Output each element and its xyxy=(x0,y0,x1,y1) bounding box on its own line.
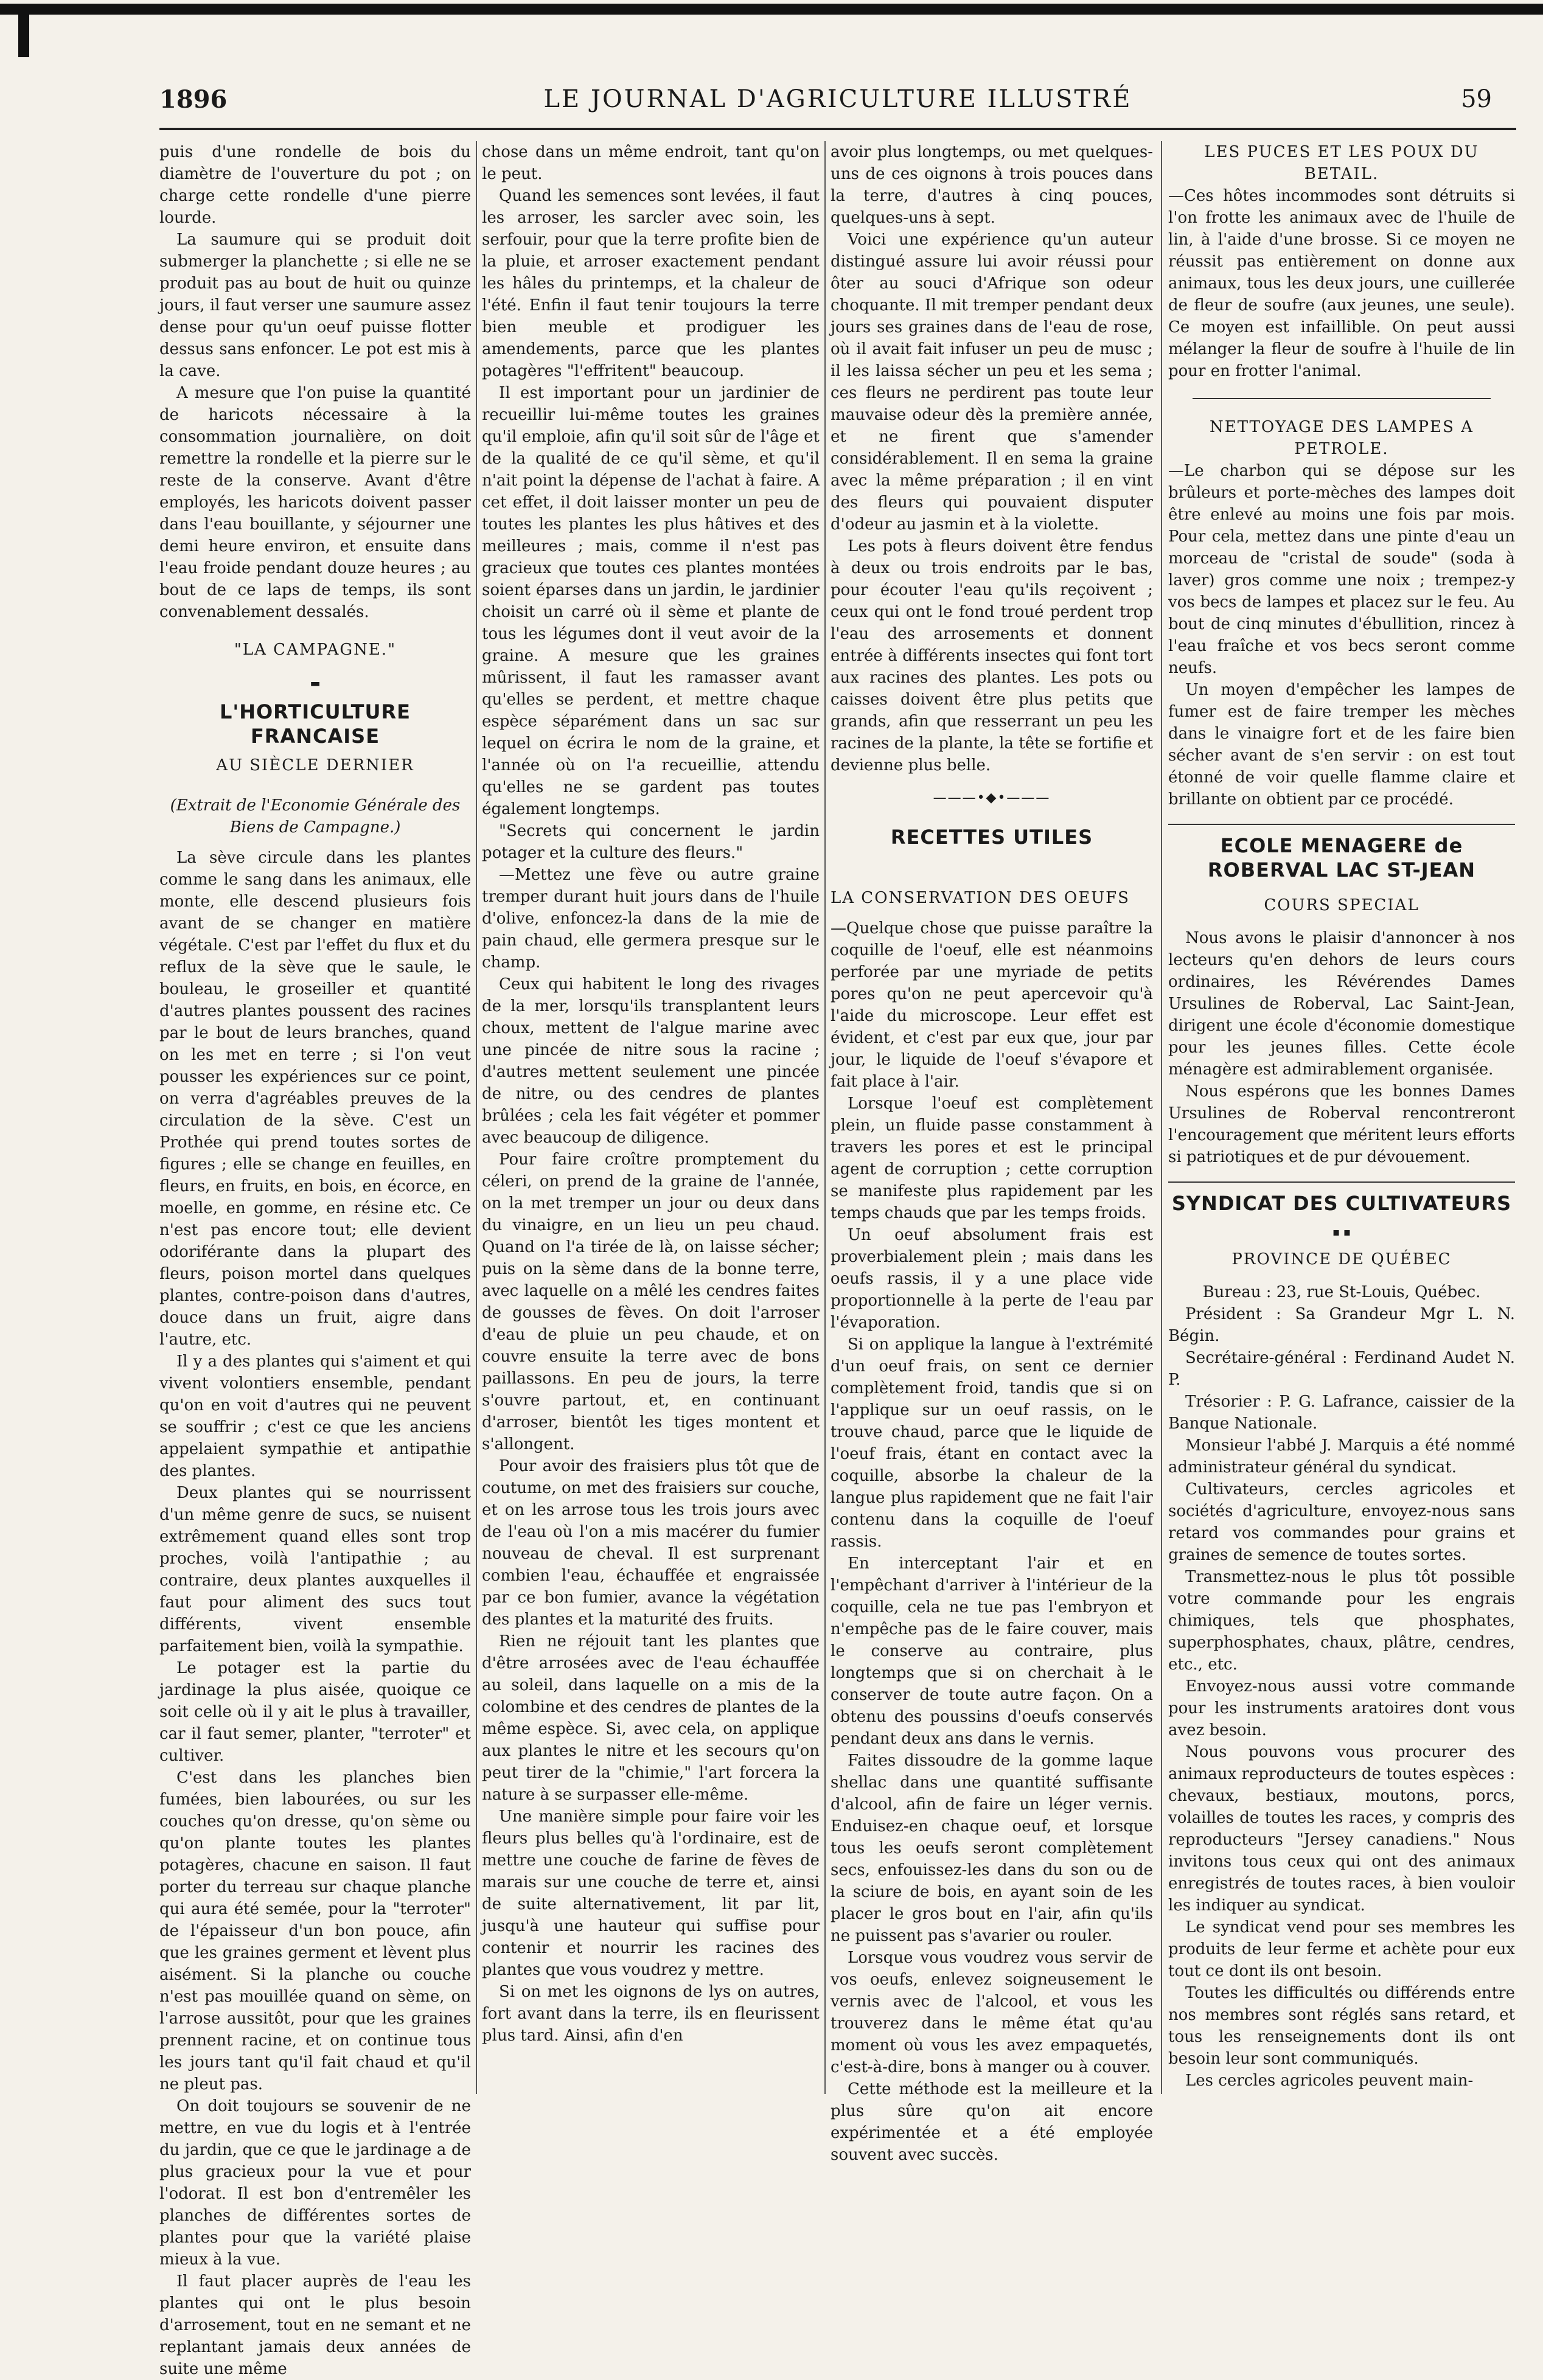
paragraph: Cette méthode est la meilleure et la plus sûre qu'on ait encore expérimentée et a été employée souvent avec succès. xyxy=(831,2080,1153,2164)
paragraph: Le potager est la partie du jardinage la plus aisée, quoique ce soit celle où il y ait le plus à travailler, car il faut semer, planter, "terroter" et cultiver. xyxy=(159,1659,471,1765)
article-headline: SYNDICAT DES CULTIVATEURS xyxy=(1171,1192,1512,1215)
paragraph: Un moyen d'empêcher les lampes de fumer est de faire tremper les mèches dans le vinaigre fort et de les faire bien sécher avant de s'en servir : on est tout étonné de voir quelle flamme claire et brillante on obtient par ce procédé. xyxy=(1168,681,1515,809)
paragraph: —Quelque chose que puisse paraître la coquille de l'oeuf, elle est néanmoins perforée par une myriade de petits pores qu'on ne peut apercevoir qu'à l'aide du microscope. Leur effet est évident, et c'est par eux que, jour par jour, le liquide de l'oeuf s'évapore et fait place à l'air. xyxy=(831,919,1153,1091)
paragraph: Si on applique la langue à l'extrémité d'un oeuf frais, on sent ce dernier complètement froid, tandis que si on l'applique sur un oeuf rassis, on le trouve chaud, parce que le liquide de l'oeuf frais, étant en contact avec la coquille, absorbe la chaleur de la langue plus rapidement que ne fait l'air contenu dans la coquille de l'oeuf rassis. xyxy=(831,1335,1153,1551)
article-signature: "LA CAMPAGNE." xyxy=(234,641,397,659)
issue-year: 1896 xyxy=(159,85,228,114)
paragraph: Nous avons le plaisir d'annoncer à nos lecteurs qu'en dehors de leurs cours ordinaires, les Révérendes Dames Ursulines de Roberval, Lac Saint-Jean, dirigent une école d'économie domestique pour les jeunes filles. Cette école ménagère est admirablement organisée. xyxy=(1168,929,1515,1079)
paragraph: Nous espérons que les bonnes Dames Ursulines de Roberval rencontreront l'encouragement que méritent leurs efforts si patriotiques et de pur dévouement. xyxy=(1168,1082,1515,1166)
paragraph: La sève circule dans les plantes comme le sang dans les animaux, elle monte, elle descend plusieurs fois avant de se changer en matière végétale. C'est par l'effet du flux et du reflux de la sève que le saule, le bouleau, le groseiller et quantité d'autres plantes poussent des racines par le bout de leurs branches, quand on les met en terre ; si l'on veut pousser les expériences sur ce point, on verra d'agréables preuves de la circulation de la sève. C'est un Prothée qui prend toutes sortes de figures ; elle se change en feuilles, en fleurs, en fruits, en bois, en écorce, en moelle, en gomme, en résine etc. Ce n'est pas encore tout; elle devient odoriférante dans la plupart des fleurs, poison mortel dans quelques plantes, contre-poison dans d'autres, douce dans un fruit, aigre dans l'autre, etc. xyxy=(159,849,471,1349)
article-source: (Extrait de l'Economie Générale des Biens de Campagne.) xyxy=(170,796,461,837)
divider-rule xyxy=(1168,1181,1515,1183)
paragraph: Transmettez-nous le plus tôt possible votre commande pour les engrais chimiques, tels que phosphates, superphosphates, chaux, plâtre, cendres, etc., etc. xyxy=(1168,1568,1515,1674)
ornament-dash: ▬ xyxy=(310,677,321,690)
page-number: 59 xyxy=(1461,85,1492,113)
paragraph: Si on met les oignons de lys on autres, fort avant dans la terre, ils en fleurissent plus tard. Ainsi, afin d'en xyxy=(482,1983,820,2045)
paragraph: Quand les semences sont levées, il faut les arroser, les sarcler avec soin, les serfouir, pour que la terre profite bien de la pluie, et arroser exactement pendant les hâles du printemps, et la chaleur de l'été. Enfin il faut tenir toujours la terre bien meuble et prodiguer les amendements, parce que les plantes potagères "l'effritent" beaucoup. xyxy=(482,187,820,380)
ornament-divider: ———•◆•——— xyxy=(933,790,1051,806)
paragraph: Voici une expérience qu'un auteur distingué assure lui avoir réussi pour ôter au souci d'Afrique son odeur choquante. Il mit tremper pendant deux jours ses graines dans de l'eau de rose, où il avait fait infuser un peu de musc ; il les laissa sécher un peu et les sema ; ces fleurs ne perdirent pas toute leur mauvaise odeur dès la première année, et ne firent que s'amender considérablement. Il en sema la graine avec la même préparation ; il en vint des fleurs qui pouvaient disputer d'odeur au jasmin et à la violette. xyxy=(831,231,1153,534)
paragraph: Les cercles agricoles peuvent main- xyxy=(1185,2072,1474,2090)
ornament-dash: ▪ ▪ xyxy=(1332,1226,1351,1239)
column-4 xyxy=(1168,141,1515,2094)
top-border-rule xyxy=(0,4,1543,15)
recipe-title: LA CONSERVATION DES OEUFS xyxy=(831,889,1130,907)
paragraph: Deux plantes qui se nourrissent d'un même genre de sucs, se nuisent extrêmement quand elles sont trop proches, voilà l'antipathie ; au contraire, deux plantes auxquelles il faut pour aliment des sucs tout différents, vivent ensemble parfaitement bien, voilà la sympathie. xyxy=(159,1484,471,1655)
paragraph: La saumure qui se produit doit submerger la planchette ; si elle ne se produit pas au bout de huit ou quinze jours, il faut verser une saumure assez dense pour qu'un oeuf puisse flotter dessus sans enfoncer. Le pot est mis à la cave. xyxy=(159,231,471,380)
divider-rule xyxy=(1193,398,1491,399)
article-subheadline: PROVINCE DE QUÉBEC xyxy=(1231,1250,1452,1268)
paragraph: En interceptant l'air et en l'empêchant d'arriver à l'intérieur de la coquille, cela ne tue pas l'embryon et n'empêche pas de le faire couver, mais le conserve au contraire, plus longtemps que si on cherchait à le conserver de toute autre façon. On a obtenu des poussins d'oeufs conservés pendant deux ans dans le vernis. xyxy=(831,1554,1153,1748)
journal-title: LE JOURNAL D'AGRICULTURE ILLUSTRÉ xyxy=(543,85,1132,113)
paragraph: On doit toujours se souvenir de ne mettre, en vue du logis et à l'entrée du jardin, que ce que le jardinage a de plus gracieux pour la vue et pour l'odorat. Il est bon d'entremêler les planches de différentes sortes de plantes pour que la variété plaise mieux à la vue. xyxy=(159,2097,471,2269)
paragraph: "Secrets qui concernent le jardin potager et la culture des fleurs." xyxy=(482,822,820,862)
column-divider xyxy=(824,141,826,2094)
paragraph: Il faut placer auprès de l'eau les plantes qui ont le plus besoin d'arrosement, tout en ne semant et ne replantant jamais deux années de suite une même xyxy=(159,2272,471,2378)
paragraph: Monsieur l'abbé J. Marquis a été nommé administrateur général du syndicat. xyxy=(1168,1436,1515,1477)
divider-rule xyxy=(1168,824,1515,825)
recipe-title: NETTOYAGE DES LAMPES A PETROLE. xyxy=(1209,418,1474,458)
recipe-title: LES PUCES ET LES POUX DU BETAIL. xyxy=(1204,143,1479,183)
paragraph: Il y a des plantes qui s'aiment et qui vivent volontiers ensemble, pendant qu'on en voit d'autres qui ne peuvent se souffrir ; c'est ce que les anciens appelaient sympathie et antipathie des plantes. xyxy=(159,1352,471,1480)
paragraph: Pour faire croître promptement du céleri, on prend de la graine de l'année, on la met tremper un jour ou deux dans du vinaigre, en un lieu un peu chaud. Quand on l'a tirée de là, on laisse sécher; puis on la sème dans de la bonne terre, avec laquelle on a mêlé les cendres faites de gousses de fèves. On doit l'arroser d'eau de pluie un peu chaude, et on couvre ensuite la terre avec de bons paillassons. En peu de jours, la terre s'ouvre partout, et, en continuant d'arroser, bientôt les tiges montent et s'allongent. xyxy=(482,1150,820,1453)
paragraph: Une manière simple pour faire voir les fleurs plus belles qu'à l'ordinaire, est de mettre une couche de farine de fèves de marais sur une couche de terre et, ainsi de suite alternativement, lit par lit, jusqu'à une hauteur qui suffise pour contenir et nourrir les racines des plantes que vous voudrez y mettre. xyxy=(482,1808,820,1979)
section-headline: RECETTES UTILES xyxy=(890,826,1093,849)
column-3 xyxy=(831,141,1153,2164)
paragraph: Secrétaire-général : Ferdinand Audet N. P. xyxy=(1168,1349,1515,1389)
paragraph: Cultivateurs, cercles agricoles et sociétés d'agriculture, envoyez-nous sans retard vos commandes pour grains et graines de semence de toutes sortes. xyxy=(1168,1480,1515,1564)
article-headline: ECOLE MENAGERE de ROBERVAL LAC ST-JEAN xyxy=(1207,834,1476,882)
column-2 xyxy=(482,141,820,2094)
paragraph: Ceux qui habitent le long des rivages de la mer, lorsqu'ils transplantent leurs choux, mettent de l'algue marine avec une pincée de nitre sous la racine ; d'autres mettent seulement une pincée de nitre, ou des cendres de plantes brûlées ; cela les fait végéter et pommer avec beaucoup de diligence. xyxy=(482,975,820,1147)
paragraph: Envoyez-nous aussi votre commande pour les instruments aratoires dont vous avez besoin. xyxy=(1168,1677,1515,1739)
column-1 xyxy=(159,141,471,2378)
paragraph: puis d'une rondelle de bois du diamètre de l'ouverture du pot ; on charge cette rondelle d'une pierre lourde. xyxy=(159,143,471,227)
paragraph: Trésorier : P. G. Lafrance, caissier de la Banque Nationale. xyxy=(1168,1393,1515,1433)
paragraph: Le syndicat vend pour ses membres les produits de leur ferme et achète pour eux tout ce dont ils ont besoin. xyxy=(1168,1918,1515,1980)
paragraph: Pour avoir des fraisiers plus tôt que de coutume, on met des fraisiers sur couche, et on les arrose tous les trois jours avec de l'eau où l'on a mis macérer du fumier nouveau de cheval. Il est surprenant combien l'eau, échauffée et engraissée par ce bon fumier, avance la végétation des plantes et la maturité des fruits. xyxy=(482,1457,820,1629)
column-divider xyxy=(1161,141,1162,2094)
article-subheadline: AU SIÈCLE DERNIER xyxy=(216,756,414,774)
article-subheadline: COURS SPECIAL xyxy=(1264,896,1419,914)
paragraph: Lorsque vous voudrez vous servir de vos oeufs, enlevez soigneusement le vernis avec de l'alcool, et vous les trouverez dans le même état qu'au moment où vous les avez empaquetés, c'est-à-dire, bons à manger ou à couver. xyxy=(831,1949,1153,2076)
paragraph: Un oeuf absolument frais est proverbialement plein ; mais dans les oeufs rassis, il y a une place vide proportionnelle à la perte de l'eau par l'évaporation. xyxy=(831,1226,1153,1332)
article-headline: L'HORTICULTURE FRANCAISE xyxy=(220,700,411,748)
paragraph: Nous pouvons vous procurer des animaux reproducteurs de toutes espèces : chevaux, bestiaux, moutons, porcs, volailles de toutes les races, y compris des reproducteurs "Jersey canadiens." Nous invitons tous ceux qui ont des animaux enregistrés de toutes races, à bien vouloir les indiquer au syndicat. xyxy=(1168,1743,1515,1915)
paragraph: chose dans un même endroit, tant qu'on le peut. xyxy=(482,143,820,183)
paragraph: Faites dissoudre de la gomme laque shellac dans une quantité suffisante d'alcool, afin de faire un léger vernis. Enduisez-en chaque oeuf, et lorsque tous les oeufs seront complètement secs, enfouissez-les dans du son ou de la sciure de bois, en ayant soin de les placer le gros bout en l'air, afin qu'ils ne puissent pas s'avarier ou rouler. xyxy=(831,1752,1153,1945)
paragraph: Toutes les difficultés ou différends entre nos membres sont réglés sans retard, et tous les renseignements dont ils ont besoin leur sont communiqués. xyxy=(1168,1984,1515,2068)
paragraph: Rien ne réjouit tant les plantes que d'être arrosées avec de l'eau échauffée au soleil, dans laquelle on a mis de la colombine et des cendres de plantes de la même espèce. Si, avec cela, on applique aux plantes le nitre et les secours qu'on peut tirer de la "chimie," l'art forcera la nature à se surpasser elle-même. xyxy=(482,1632,820,1804)
paragraph: avoir plus longtemps, ou met quelques-uns de ces oignons à trois pouces dans la terre, d'autres à cinq pouces, quelques-uns à sept. xyxy=(831,143,1153,227)
column-divider xyxy=(476,141,477,2094)
paragraph: Lorsque l'oeuf est complètement plein, un fluide passe constamment à travers les pores et est le principal agent de corruption ; cette corruption se manifeste plus rapidement par les temps chauds que par les temps froids. xyxy=(831,1094,1153,1222)
binding-mark xyxy=(18,15,29,57)
address-line: Bureau : 23, rue St-Louis, Québec. xyxy=(1202,1283,1481,1301)
masthead-rule xyxy=(159,128,1516,130)
paragraph: Les pots à fleurs doivent être fendus à deux ou trois endroits par le bas, pour écouter l'eau qu'ils reçoivent ; ceux qui ont le fond troué perdent trop l'eau des arrosements et donnent entrée à différents insectes qui font tort aux racines des plantes. Les pots ou caisses doivent être plus petits que grands, afin que resserrant un peu les racines de la plante, la tête se fortifie et devienne plus belle. xyxy=(831,537,1153,774)
paragraph: —Mettez une fève ou autre graine tremper durant huit jours dans de l'huile d'olive, enfoncez-la dans de la mie de pain chaud, elle germera presque sur le champ. xyxy=(482,866,820,972)
paragraph: —Le charbon qui se dépose sur les brûleurs et porte-mèches des lampes doit être enlevé au moins une fois par mois. Pour cela, mettez dans une pinte d'eau un morceau de "cristal de soude" (soda à laver) gros comme une noix ; trempez-y vos becs de lampes et placez sur le feu. Au bout de cinq minutes d'ébullition, rincez à l'eau fraîche et vos becs seront comme neufs. xyxy=(1168,462,1515,677)
paragraph: —Ces hôtes incommodes sont détruits si l'on frotte les animaux avec de l'huile de lin, à l'aide d'une brosse. Si ce moyen ne réussit pas entièrement on donne aux animaux, tous les deux jours, une cuillerée de fleur de soufre (aux jeunes, une seule). Ce moyen est infaillible. On peut aussi mélanger la fleur de soufre à l'huile de lin pour en frotter l'animal. xyxy=(1168,187,1515,380)
paragraph: A mesure que l'on puise la quantité de haricots nécessaire à la consommation journalière, on doit remettre la rondelle et la pierre sur le reste de la conserve. Avant d'être employés, les haricots doivent passer dans l'eau bouillante, y séjourner une demi heure environ, et ensuite dans l'eau froide pendant douze heures ; au bout de ce laps de temps, ils sont convenablement dessalés. xyxy=(159,384,471,621)
paragraph: C'est dans les planches bien fumées, bien labourées, ou sur les couches qu'on dresse, qu'on sème ou qu'on plante toutes les plantes potagères, chacune en saison. Il faut porter du terreau sur chaque planche qui aura été semée, pour la "terroter" de l'épaisseur d'un bon pouce, afin que les graines germent et lèvent plus aisément. Si la planche ou couche n'est pas mouillée quand on sème, on l'arrose aussitôt, pour que les graines prennent racine, et on continue tous les jours tant qu'il fait chaud et qu'il ne pleut pas. xyxy=(159,1769,471,2093)
paragraph: Il est important pour un jardinier de recueillir lui-même toutes les graines qu'il emploie, afin qu'il soit sûr de l'âge et de la qualité de ce qu'il sème, et qu'il n'ait point la dépense de l'achat à faire. A cet effet, il doit laisser monter un peu de toutes les plantes les plus hâtives et des meilleures ; mais, comme il n'est pas gracieux que toutes ces plantes montées soient éparses dans un jardin, le jardinier choisit un carré où il sème et plante de tous les légumes dont il veut avoir de la graine. A mesure que les graines mûrissent, il faut les ramasser avant qu'elles se perdent, et mettre chaque espèce séparément dans un sac sur lequel on écrira le nom de la graine, et l'année où on l'a recueillie, attendu qu'elles ne se gardent pas toutes également longtemps. xyxy=(482,384,820,818)
paragraph: Président : Sa Grandeur Mgr L. N. Bégin. xyxy=(1168,1305,1515,1345)
masthead xyxy=(159,85,1516,122)
